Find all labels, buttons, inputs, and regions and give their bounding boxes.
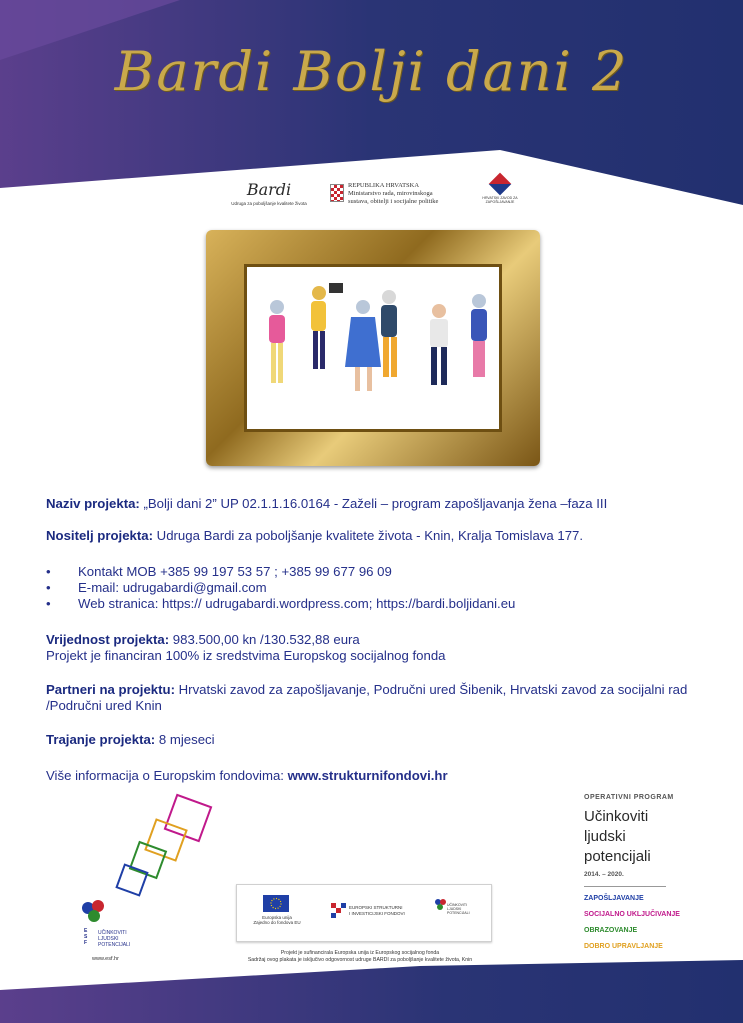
contact-phone: Kontakt MOB +385 99 197 53 57 ; +385 99 677 96 09 [78, 564, 392, 579]
ministry-line: sustava, obitelji i socijalne politike [348, 198, 439, 205]
eu-text-line: Zajedno do fondova EU [253, 920, 301, 925]
ministry-line: Ministarstvo rada, mirovinskoga [348, 190, 433, 197]
esf-letter: S [84, 934, 88, 940]
dancers-icon [247, 267, 499, 429]
bardi-logo-name: Bardi [246, 180, 292, 199]
partners-label: Partneri na projektu: [46, 682, 175, 697]
esf-flower-icon [78, 898, 108, 926]
duration-value: 8 mjeseci [155, 732, 215, 747]
sf-text-line: I INVESTICIJSKI FONDOVI [349, 911, 405, 916]
contact-email: E-mail: udrugabardi@gmail.com [78, 580, 267, 595]
funding-banner [236, 884, 492, 942]
operative-program [584, 794, 704, 959]
op-title-line: Učinkoviti [584, 808, 649, 825]
op-divider [584, 886, 666, 887]
esf-letter: F [84, 940, 88, 946]
op-title-line: potencijali [584, 848, 651, 865]
list-item: • Web stranica: https:// udrugabardi.wordpress.com; https://bardi.boljidani.eu [46, 596, 516, 611]
duration-row [46, 732, 696, 748]
bardi-logo [228, 180, 310, 206]
op-label: OPERATIVNI PROGRAM [584, 794, 674, 801]
op-item: SOCIJALNO UKLJUČIVANJE [584, 911, 680, 918]
project-value-amount: 983.500,00 kn /130.532,88 eura [169, 632, 360, 647]
disclaimer-line: Projekt je sufinancirala Europska unija iz Europskog socijalnog fonda [280, 950, 440, 956]
eu-text-line: Europska unija [262, 915, 292, 920]
project-holder-value: Udruga Bardi za poboljšanje kvalitete života - Knin, Kralja Tomislava 177. [153, 528, 584, 543]
project-name-row [46, 496, 696, 512]
partners-row [46, 682, 696, 714]
project-name-label: Naziv projekta: [46, 496, 140, 511]
more-info-link[interactable]: www.strukturnifondovi.hr [287, 768, 448, 783]
mini-esf-line: UČINKOVITI [447, 903, 468, 907]
more-info-row [46, 768, 696, 784]
partner-logos [228, 176, 518, 216]
esf-letter: E [84, 928, 88, 934]
bardi-logo-subtitle: Udruga za poboljšanje kvalitete života [231, 201, 307, 206]
esf-name-line: POTENCIJALI [98, 942, 131, 948]
croatian-checker-icon [331, 903, 347, 921]
project-value-row [46, 632, 696, 648]
partners-value: Hrvatski zavod za zapošljavanje, Područni ured Šibenik, Hrvatski zavod za socijalni rad /Područni ured Knin [46, 682, 688, 713]
esf-name-line: LJUDSKI [98, 936, 119, 942]
op-years: 2014. – 2020. [584, 871, 624, 878]
mini-esf-line: LJUDSKI [447, 907, 462, 911]
more-info-text: Više informacija o Europskim fondovima: [46, 768, 288, 783]
project-value-label: Vrijednost projekta: [46, 632, 170, 647]
list-item: • E-mail: udrugabardi@gmail.com [46, 580, 267, 595]
gold-frame [206, 230, 540, 466]
list-item: • Kontakt MOB +385 99 197 53 57 ; +385 99 677 96 09 [46, 564, 392, 579]
op-item: ZAPOŠLJAVANJE [584, 895, 644, 902]
mini-esf-line: POTENCIJALI [447, 911, 470, 915]
dancing-seniors-illustration [244, 264, 502, 432]
duration-label: Trajanje projekta: [46, 732, 156, 747]
page-title: Bardi Bolji dani 2 [114, 40, 629, 103]
hzz-mark-icon [489, 173, 512, 196]
sf-text-line: EUROPSKI STRUKTURNI [349, 905, 403, 910]
footer-background [0, 960, 743, 1023]
funding-note: Projekt je financiran 100% iz sredstvima Europskog socijalnog fonda [46, 648, 446, 663]
esf-name-line: UČINKOVITI [98, 930, 127, 936]
hzz-logo [482, 176, 518, 204]
op-item: DOBRO UPRAVLJANJE [584, 943, 663, 950]
op-item: OBRAZOVANJE [584, 927, 638, 934]
eu-flag-icon [263, 895, 289, 912]
project-name-value: „Bolji dani 2” UP 02.1.1.16.0164 - Zaželi – program zapošljavanja žena –faza III [139, 496, 608, 511]
mini-esf-icon [433, 897, 447, 921]
croatian-coat-of-arms-icon [330, 184, 344, 202]
disclaimer-line: Sadržaj ovog plakata je isključivo odgovornost udruge BARDI za poboljšanje kvalitete života, Knin [247, 957, 473, 963]
project-holder-row [46, 528, 696, 544]
ministry-line: REPUBLIKA HRVATSKA [348, 182, 420, 189]
contact-web: Web stranica: https:// udrugabardi.wordpress.com; https://bardi.boljidani.eu [78, 596, 516, 611]
project-info [46, 496, 696, 784]
op-title-line: ljudski [584, 828, 626, 845]
esf-squares-icon [110, 790, 220, 910]
esf-url[interactable]: www.esf.hr [92, 956, 119, 962]
project-holder-label: Nositelj projekta: [46, 528, 153, 543]
esf-logo [78, 898, 138, 948]
hzz-logo-text: HRVATSKI ZAVOD ZA ZAPOŠLJAVANJE [482, 196, 518, 204]
contact-list [46, 564, 696, 612]
